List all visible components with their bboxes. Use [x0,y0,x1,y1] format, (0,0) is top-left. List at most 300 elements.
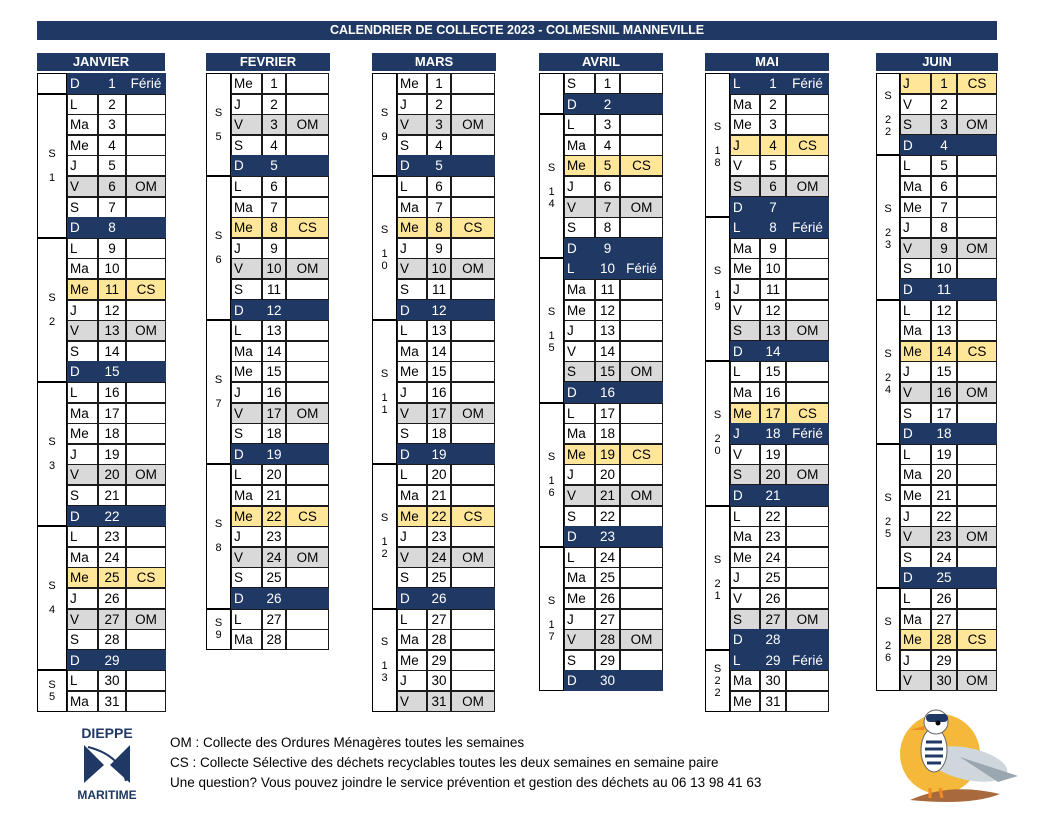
weekday-cell: Ma [564,279,595,300]
day-row [231,114,329,135]
weekday-cell: V [564,197,595,218]
collection-label-cell [286,567,329,588]
day-row [231,547,329,568]
week-number-cell [37,526,67,670]
weekday-cell: J [564,609,595,630]
weekday-cell: L [67,526,98,547]
date-cell: 30 [595,670,620,691]
day-row [730,94,829,115]
collection-label-cell [126,629,166,650]
day-row [231,588,329,609]
collection-label-cell [786,670,829,691]
day-row [397,444,495,465]
date-cell: 24 [262,547,286,568]
collection-label-cell: CS [620,155,663,176]
week-label-char [373,236,396,248]
week-label-char [38,160,66,172]
date-cell: 3 [98,114,126,135]
weekday-cell: S [231,279,262,300]
collection-label-cell [286,279,329,300]
collection-label-cell [957,423,997,444]
collection-label-cell: OM [126,609,166,630]
date-cell: 22 [595,506,620,527]
date-cell: 23 [262,526,286,547]
legend-question: Une question? Vous pouvez joindre le service prévention et gestion des déchets au 06 13 98 41 63 [170,775,762,790]
weekday-cell: L [67,238,98,259]
day-row [67,691,166,712]
collection-label-cell [286,176,329,197]
month-header: JUIN [876,53,998,71]
collection-label-cell [620,94,663,115]
date-cell: 5 [262,155,286,176]
week-label-char [877,628,899,640]
collection-label-cell [451,361,495,382]
date-cell: 4 [262,135,286,156]
day-row [564,155,663,176]
collection-label-cell [786,588,829,609]
day-row [67,547,166,568]
week-number-cell [705,506,730,650]
weekday-cell: Me [231,506,262,527]
week-label-char [706,421,729,433]
week-label-char [877,215,899,227]
week-label-char [877,360,899,372]
date-cell: 6 [595,176,620,197]
weekday-cell: Me [564,155,595,176]
date-cell: 27 [595,609,620,630]
collection-label-cell [286,464,329,485]
weekday-cell: D [900,135,931,156]
week-number-cell [876,444,900,588]
weekday-cell: L [564,403,595,424]
weekday-cell: Ma [900,320,931,341]
collection-label-cell [286,485,329,506]
day-row [564,485,663,506]
day-row [564,176,663,197]
weekday-cell: L [231,609,262,630]
weekday-cell: D [397,444,427,465]
day-row [67,279,166,300]
collection-label-cell [620,217,663,238]
day-row [397,691,495,712]
day-row [67,197,166,218]
weekday-cell: Me [730,114,760,135]
weekday-cell: Ma [730,238,760,259]
day-row [900,670,997,691]
date-cell: 5 [427,155,451,176]
collection-label-cell: CS [126,279,166,300]
date-cell: 5 [931,155,957,176]
day-row [730,361,829,382]
date-cell: 8 [262,217,286,238]
day-row [231,197,329,218]
date-cell: 28 [98,629,126,650]
weekday-cell: J [730,567,760,588]
weekday-cell: J [900,650,931,671]
weekday-cell: J [231,238,262,259]
date-cell: 15 [760,361,786,382]
weekday-cell: V [900,526,931,547]
day-row [564,341,663,362]
collection-label-cell: Férié [786,217,829,238]
day-row [67,403,166,424]
day-row [397,464,495,485]
collection-label-cell [451,567,495,588]
collection-label-cell [957,258,997,279]
weekday-cell: S [730,464,760,485]
day-row [231,94,329,115]
date-cell: 17 [931,403,957,424]
day-row [900,403,997,424]
date-cell: 1 [760,73,786,94]
collection-label-cell [620,588,663,609]
collection-label-cell: CS [786,135,829,156]
day-row [564,320,663,341]
day-row [397,382,495,403]
week-label-char: 2 [714,674,721,687]
week-number-cell [539,258,564,402]
day-row [730,403,829,424]
weekday-cell: L [564,114,595,135]
date-cell: 1 [262,73,286,94]
date-cell: 3 [427,114,451,135]
collection-label-cell: OM [786,320,829,341]
date-cell: 6 [262,176,286,197]
day-row [231,403,329,424]
collection-label-cell [620,73,663,94]
collection-label-cell: CS [620,444,663,465]
day-row [900,94,997,115]
collection-label-cell [957,197,997,218]
date-cell: 10 [427,258,451,279]
day-row [397,629,495,650]
date-cell: 2 [931,94,957,115]
weekday-cell: S [67,485,98,506]
date-cell: 22 [427,506,451,527]
week-label-char: S [547,450,556,463]
date-cell: 19 [262,444,286,465]
weekday-cell: D [67,506,98,527]
weekday-cell: D [564,526,595,547]
week-number-cell [876,588,900,691]
date-cell: 29 [595,650,620,671]
weekday-cell: V [900,670,931,691]
week-label-char [540,463,563,475]
collection-label-cell [451,629,495,650]
collection-label-cell [451,650,495,671]
weekday-cell: Me [730,691,760,712]
collection-label-cell [126,341,166,362]
weekday-cell: Ma [397,485,427,506]
collection-label-cell [126,588,166,609]
collection-label-cell: Férié [786,73,829,94]
date-cell: 25 [760,567,786,588]
collection-label-cell: OM [451,691,495,712]
collection-label-cell: OM [451,114,495,135]
day-row [564,588,663,609]
collection-label-cell [126,217,166,238]
date-cell: 18 [760,423,786,444]
date-cell: 9 [262,238,286,259]
date-cell: 24 [427,547,451,568]
week-number-cell [539,547,564,691]
date-cell: 11 [98,279,126,300]
day-row [67,94,166,115]
collection-label-cell [286,155,329,176]
date-cell: 16 [760,382,786,403]
date-cell: 9 [595,238,620,259]
collection-label-cell [451,94,495,115]
day-row [67,629,166,650]
weekday-cell: S [231,135,262,156]
day-row [397,300,495,321]
weekday-cell: Me [397,361,427,382]
weekday-cell: J [900,506,931,527]
date-cell: 13 [262,320,286,341]
weekday-cell: L [397,320,427,341]
day-row [564,650,663,671]
weekday-cell: Ma [900,176,931,197]
date-cell: 14 [931,341,957,362]
week-number-cell [539,114,564,258]
date-cell: 7 [760,197,786,218]
date-cell: 27 [262,609,286,630]
day-row [730,176,829,197]
date-cell: 12 [262,300,286,321]
weekday-cell: L [564,547,595,568]
week-label-char: S [214,230,223,243]
day-row [397,217,495,238]
date-cell: 4 [595,135,620,156]
day-row [67,73,166,94]
day-row [397,588,495,609]
day-row [900,300,997,321]
week-number-cell [372,320,397,464]
weekday-cell: Me [397,506,427,527]
date-cell: 29 [931,650,957,671]
collection-label-cell [126,94,166,115]
day-row [564,114,663,135]
date-cell: 6 [427,176,451,197]
date-cell: 22 [931,506,957,527]
week-number-cell [206,320,231,464]
collection-label-cell [957,176,997,197]
date-cell: 12 [760,300,786,321]
weekday-cell: L [397,609,427,630]
date-cell: 8 [760,217,786,238]
day-row [231,217,329,238]
weekday-cell: Ma [67,403,98,424]
legend-om: OM : Collecte des Ordures Ménagères toutes les semaines [170,735,525,750]
weekday-cell: L [730,361,760,382]
weekday-cell: D [564,670,595,691]
date-cell: 4 [760,135,786,156]
collection-label-cell: OM [286,403,329,424]
day-row [564,382,663,403]
collection-label-cell [620,650,663,671]
weekday-cell: Ma [67,547,98,568]
date-cell: 3 [595,114,620,135]
weekday-cell: D [900,279,931,300]
collection-label-cell [957,279,997,300]
weekday-cell: Me [397,650,427,671]
week-number-cell [705,361,730,505]
day-row [231,176,329,197]
weekday-cell: L [730,650,760,671]
weekday-cell: D [67,73,98,94]
day-row [397,135,495,156]
weekday-cell: Me [900,485,931,506]
date-cell: 16 [262,382,286,403]
collection-label-cell [957,444,997,465]
day-row [730,197,829,218]
week-label-char: 9 [714,301,721,314]
date-cell: 18 [595,423,620,444]
collection-label-cell [451,670,495,691]
weekday-cell: J [67,444,98,465]
collection-label-cell: CS [957,629,997,650]
date-cell: 2 [427,94,451,115]
collection-label-cell [957,464,997,485]
date-cell: 20 [98,464,126,485]
day-row [730,320,829,341]
day-row [564,403,663,424]
date-cell: 7 [931,197,957,218]
date-cell: 7 [427,197,451,218]
day-row [900,197,997,218]
week-label-char: 8 [215,542,222,555]
collection-label-cell: OM [957,670,997,691]
collection-label-cell [786,94,829,115]
weekday-cell: D [67,650,98,671]
date-cell: 28 [262,629,286,650]
day-row [730,258,829,279]
weekday-cell: L [900,588,931,609]
collection-label-cell: CS [286,506,329,527]
weekday-cell: D [730,197,760,218]
collection-label-cell: Férié [126,73,166,94]
weekday-cell: S [397,135,427,156]
collection-label-cell [451,300,495,321]
day-row [730,629,829,650]
weekday-cell: Me [900,341,931,362]
weekday-cell: Ma [397,341,427,362]
weekday-cell: Ma [397,197,427,218]
weekday-cell: Ma [231,629,262,650]
day-row [900,258,997,279]
weekday-cell: D [397,588,427,609]
day-row [900,588,997,609]
weekday-cell: J [900,73,931,94]
day-row [900,567,997,588]
day-row [900,650,997,671]
date-cell: 18 [931,423,957,444]
collection-label-cell [451,155,495,176]
date-cell: 17 [595,403,620,424]
weekday-cell: V [231,403,262,424]
day-row [900,609,997,630]
date-cell: 26 [931,588,957,609]
day-row [397,609,495,630]
collection-label-cell: OM [786,464,829,485]
collection-label-cell [451,485,495,506]
weekday-cell: S [67,341,98,362]
day-row [397,176,495,197]
date-cell: 10 [931,258,957,279]
day-row [730,114,829,135]
weekday-cell: S [900,258,931,279]
day-row [564,217,663,238]
day-row [730,650,829,671]
day-row [900,279,997,300]
weekday-cell: Me [397,217,427,238]
weekday-cell: S [231,567,262,588]
week-label-char [373,380,396,392]
day-row [67,155,166,176]
collection-label-cell [620,176,663,197]
weekday-cell: S [730,176,760,197]
collection-label-cell: OM [451,403,495,424]
weekday-cell: L [564,258,595,279]
weekday-cell: L [67,94,98,115]
collection-label-cell [126,526,166,547]
collection-label-cell: OM [286,547,329,568]
weekday-cell: Ma [730,670,760,691]
collection-label-cell [620,279,663,300]
collection-label-cell [620,609,663,630]
weekday-cell: J [67,588,98,609]
weekday-cell: V [67,464,98,485]
collection-label-cell [286,94,329,115]
weekday-cell: V [231,258,262,279]
collection-label-cell [286,135,329,156]
weekday-cell: V [900,238,931,259]
date-cell: 29 [427,650,451,671]
date-cell: 25 [427,567,451,588]
date-cell: 7 [262,197,286,218]
week-label-char: S [884,347,892,360]
weekday-cell: S [397,423,427,444]
date-cell: 1 [427,73,451,94]
week-label-char [207,530,230,542]
dieppe-maritime-logo [60,725,155,805]
day-row [67,361,166,382]
date-cell: 4 [98,135,126,156]
date-cell: 23 [931,526,957,547]
collection-label-cell [957,361,997,382]
date-cell: 13 [931,320,957,341]
date-cell: 10 [760,258,786,279]
date-cell: 20 [427,464,451,485]
date-cell: 24 [931,547,957,568]
collection-label-cell: Férié [786,423,829,444]
collection-label-cell [620,567,663,588]
date-cell: 23 [595,526,620,547]
weekday-cell: L [67,382,98,403]
week-label-char: 1 [48,171,56,184]
collection-label-cell [620,320,663,341]
weekday-cell: S [564,650,595,671]
weekday-cell: L [730,506,760,527]
date-cell: 15 [427,361,451,382]
date-cell: 12 [931,300,957,321]
date-cell: 23 [760,526,786,547]
date-cell: 21 [427,485,451,506]
weekday-cell: J [397,526,427,547]
day-row [900,341,997,362]
day-row [564,670,663,691]
collection-label-cell [451,341,495,362]
